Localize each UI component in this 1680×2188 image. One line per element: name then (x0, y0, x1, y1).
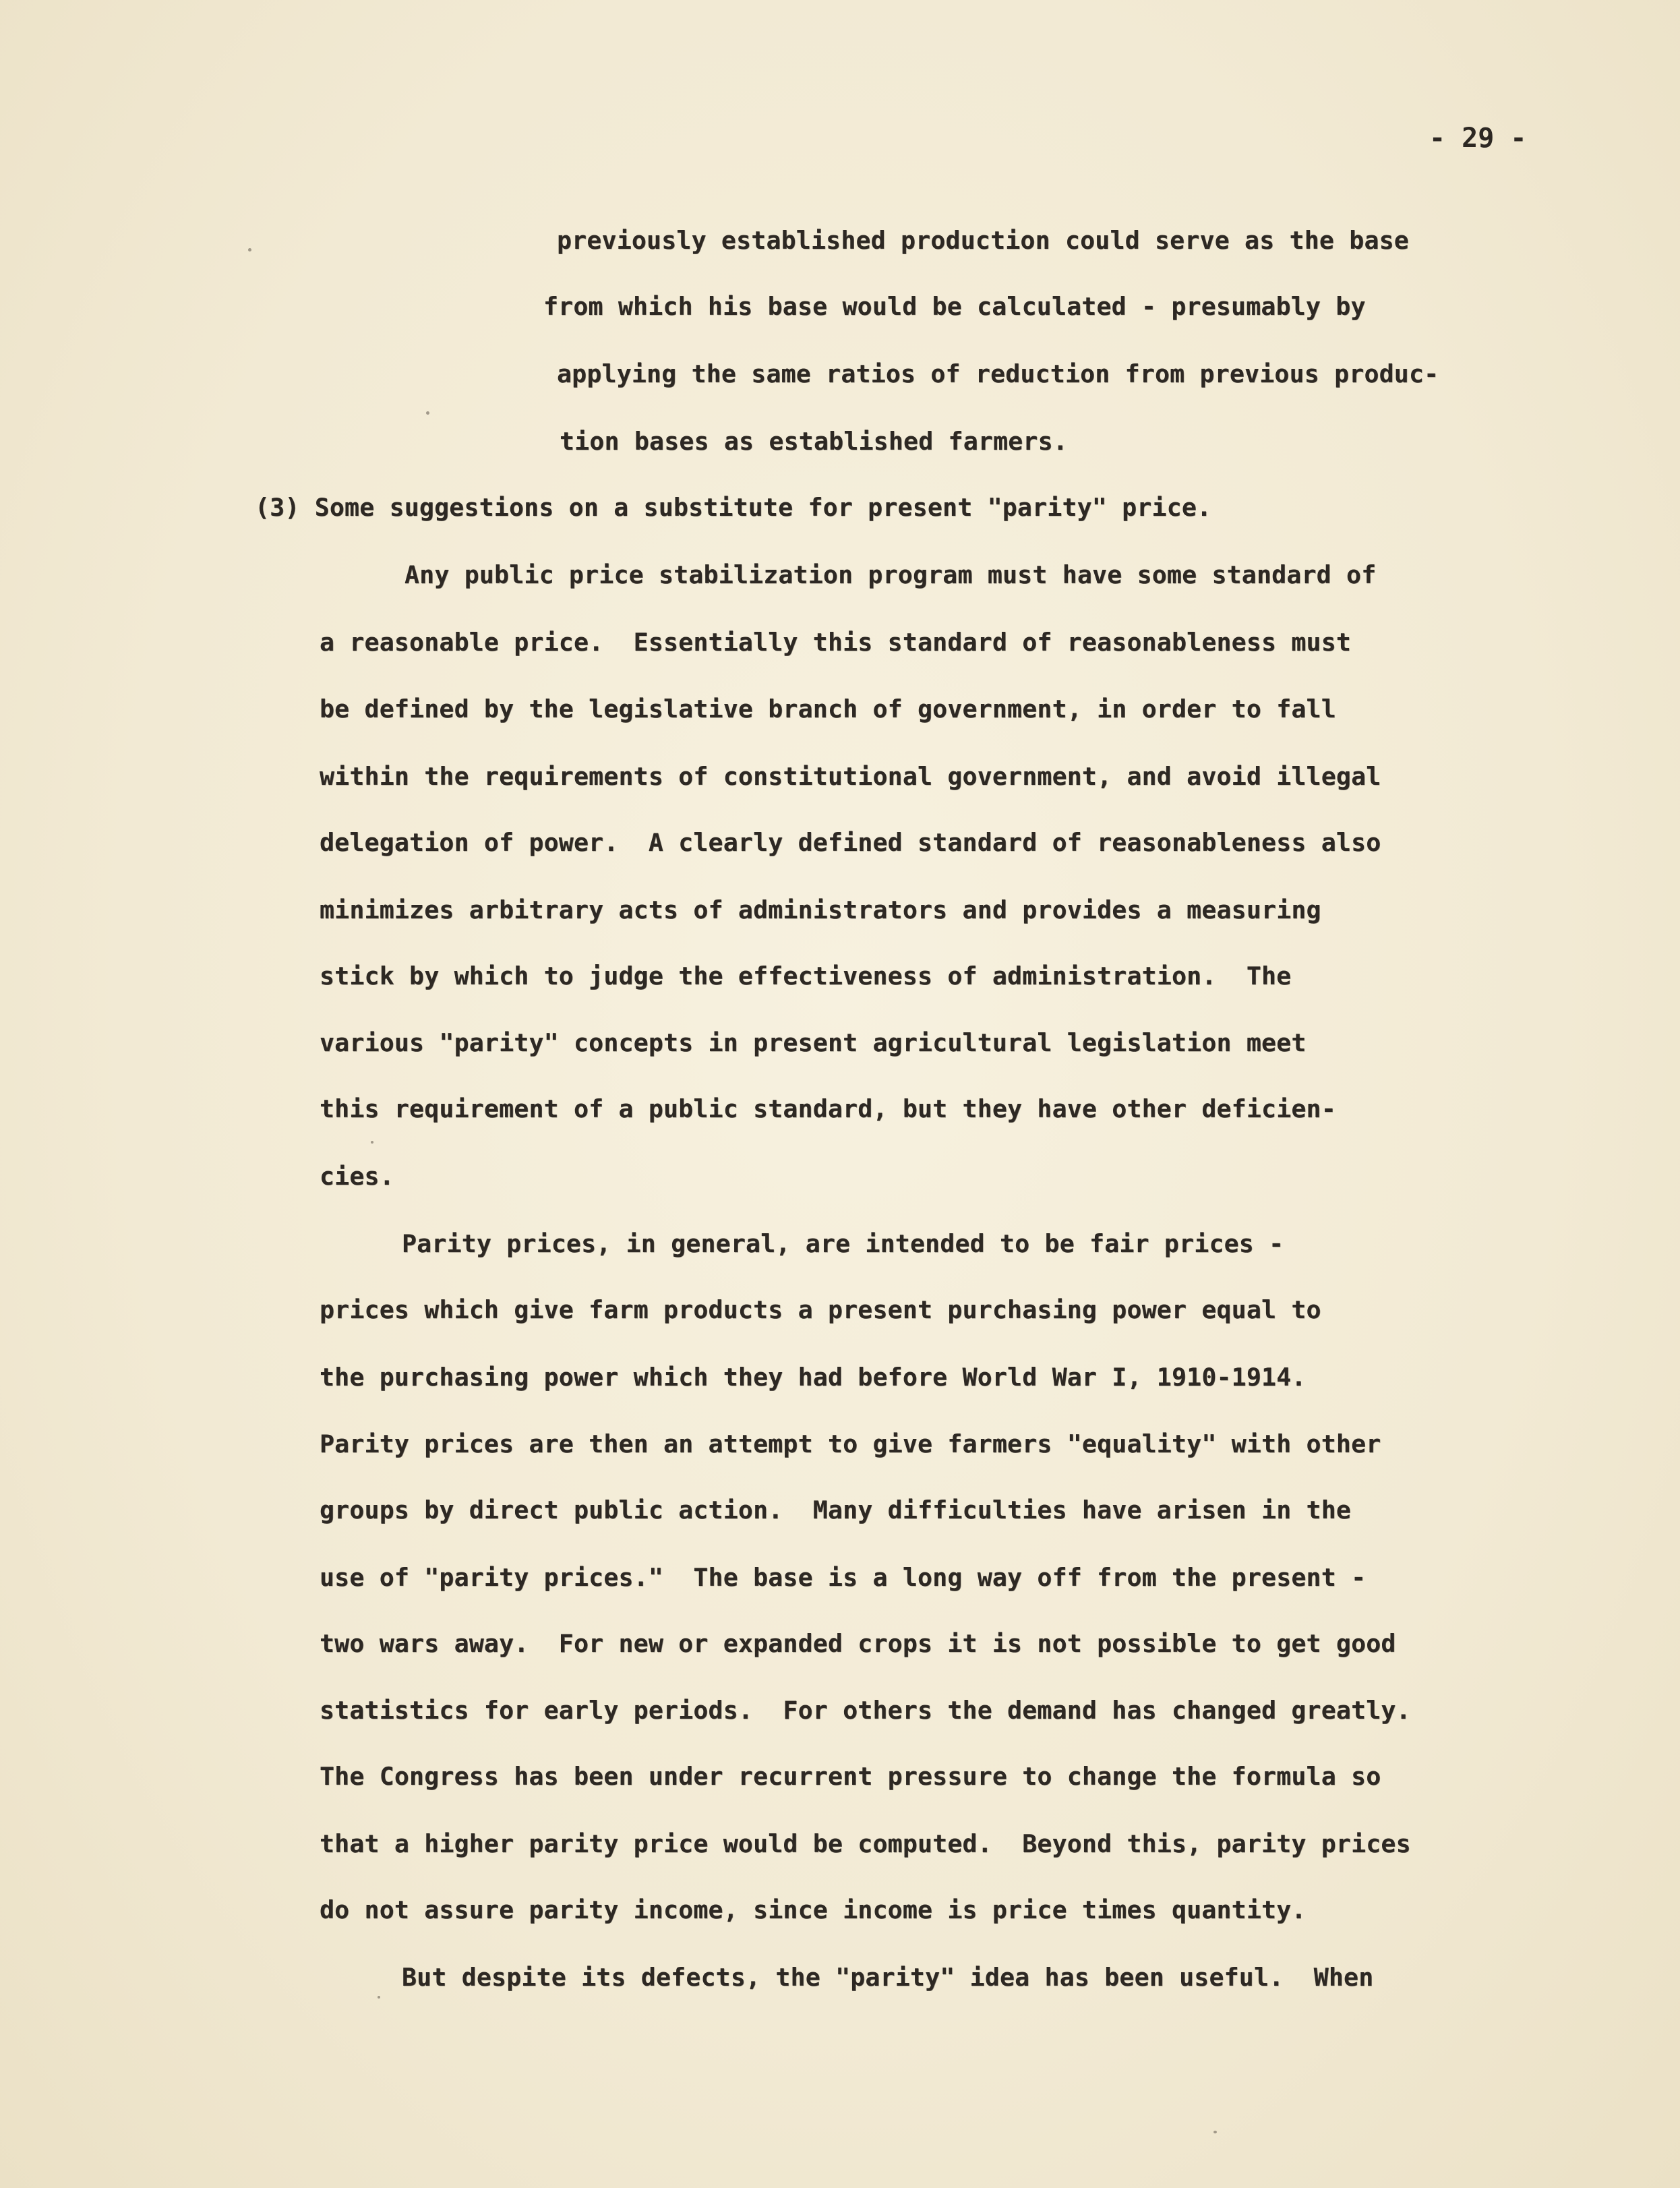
paper-speck (371, 1141, 373, 1144)
paper-speck (378, 1996, 380, 1999)
text-line: But despite its defects, the "parity" idea has been useful. When (402, 1963, 1374, 1992)
paper-speck (426, 411, 429, 415)
text-line: Parity prices are then an attempt to give farmers "equality" with other (320, 1429, 1381, 1458)
text-line: from which his base would be calculated - presumably by (543, 292, 1366, 321)
text-line: cies. (320, 1162, 394, 1191)
text-line: applying the same ratios of reduction from previous produc- (557, 359, 1439, 388)
text-line: be defined by the legislative branch of government, in order to fall (320, 694, 1336, 723)
text-line: delegation of power. A clearly defined standard of reasonableness also (320, 828, 1381, 857)
text-line: previously established production could serve as the base (557, 226, 1409, 255)
text-line: tion bases as established farmers. (560, 427, 1068, 456)
text-line: a reasonable price. Essentially this standard of reasonableness must (320, 628, 1352, 657)
text-line: within the requirements of constitutional government, and avoid illegal (320, 762, 1381, 791)
page-number: - 29 - (1429, 123, 1527, 154)
text-line: Parity prices, in general, are intended to be fair prices - (402, 1229, 1284, 1258)
text-line: two wars away. For new or expanded crops it is not possible to get good (320, 1629, 1396, 1658)
section-heading: (3) Some suggestions on a substitute for present "parity" price. (255, 493, 1212, 522)
paper-speck (248, 248, 251, 252)
text-line: use of "parity prices." The base is a long way off from the present - (320, 1563, 1367, 1592)
text-line: stick by which to judge the effectiveness of administration. The (320, 962, 1292, 990)
text-line: do not assure parity income, since income is price times quantity. (320, 1895, 1307, 1924)
text-line: statistics for early periods. For others the demand has changed greatly. (320, 1696, 1411, 1725)
text-line: groups by direct public action. Many difficulties have arisen in the (320, 1496, 1352, 1525)
text-line: Any public price stabilization program must have some standard of (404, 560, 1377, 589)
paper-speck (1213, 2131, 1217, 2133)
text-line: the purchasing power which they had before World War I, 1910-1914. (320, 1363, 1307, 1392)
text-line: prices which give farm products a present purchasing power equal to (320, 1295, 1321, 1324)
text-line: minimizes arbitrary acts of administrators and provides a measuring (320, 895, 1321, 924)
text-line: various "parity" concepts in present agricultural legislation meet (320, 1028, 1307, 1057)
text-line: The Congress has been under recurrent pressure to change the formula so (320, 1762, 1381, 1791)
text-line: this requirement of a public standard, but they have other deficien- (320, 1094, 1336, 1123)
text-line: that a higher parity price would be computed. Beyond this, parity prices (320, 1829, 1411, 1858)
